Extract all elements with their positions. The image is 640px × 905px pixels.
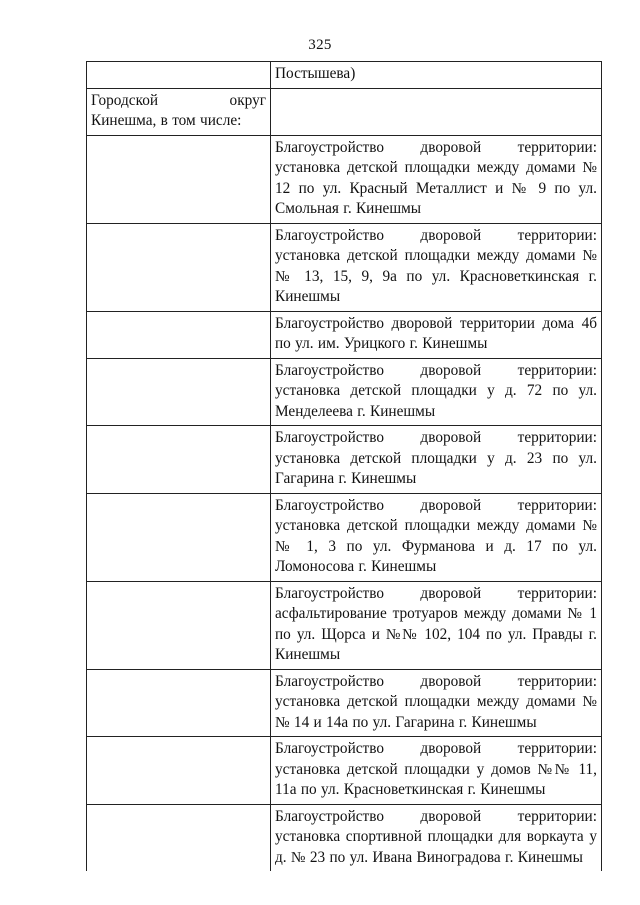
municipality-cell xyxy=(87,493,271,581)
municipality-cell xyxy=(87,804,271,871)
municipality-cell xyxy=(87,311,271,358)
table-row xyxy=(87,223,602,311)
project-cell: Благоустройство дворовой территории: установка детской площадки у д. 72 по ул. Менделеева г. Кинешмы xyxy=(271,358,602,426)
municipality-cell xyxy=(87,135,271,223)
municipality-cell xyxy=(87,62,271,89)
project-cell xyxy=(271,88,602,135)
municipality-cell xyxy=(87,223,271,311)
municipality-cell xyxy=(87,426,271,494)
project-cell: Благоустройство дворовой территории: установка детской площадки между домами №№ 1, 3 по ул. Фурманова и д. 17 по ул. Ломоносова г. Кинешмы xyxy=(271,493,602,581)
project-cell: Благоустройство дворовой территории: установка детской площадки у д. 23 по ул. Гагарина г. Кинешмы xyxy=(271,426,602,494)
project-cell: Благоустройство дворовой территории: установка детской площадки у домов №№ 11, 11а по ул. Красноветкинская г. Кинешмы xyxy=(271,737,602,805)
table-row xyxy=(87,581,602,669)
program-table xyxy=(86,61,602,871)
table-row xyxy=(87,426,602,494)
project-cell: Благоустройство дворовой территории: установка детской площадки между домами №№ 14 и 14а по ул. Гагарина г. Кинешмы xyxy=(271,669,602,737)
table-row xyxy=(87,358,602,426)
municipality-cell xyxy=(87,737,271,805)
table-row xyxy=(87,62,602,89)
table-row xyxy=(87,88,602,135)
table-row xyxy=(87,135,602,223)
municipality-cell xyxy=(87,581,271,669)
project-cell: Постышева) xyxy=(271,62,602,89)
page-number: 325 xyxy=(308,37,332,53)
municipality-cell xyxy=(87,669,271,737)
table-row xyxy=(87,669,602,737)
table-row xyxy=(87,804,602,871)
municipality-cell xyxy=(87,358,271,426)
project-cell: Благоустройство дворовой территории: установка детской площадки между домами № 12 по ул. Красный Металлист и № 9 по ул. Смольная г. Кинешмы xyxy=(271,135,602,223)
table-row xyxy=(87,737,602,805)
table-row xyxy=(87,311,602,358)
project-cell: Благоустройство дворовой территории: асфальтирование тротуаров между домами № 1 по ул. Щорса и №№ 102, 104 по ул. Правды г. Кинешмы xyxy=(271,581,602,669)
project-cell: Благоустройство дворовой территории: установка спортивной площадки для воркаута у д. № 23 по ул. Ивана Виноградова г. Кинешмы xyxy=(271,804,602,871)
municipality-cell: Городской округ Кинешма, в том числе: xyxy=(87,88,271,135)
table-row xyxy=(87,493,602,581)
project-cell: Благоустройство дворовой территории дома 4б по ул. им. Урицкого г. Кинешмы xyxy=(271,311,602,358)
project-cell: Благоустройство дворовой территории: установка детской площадки между домами №№ 13, 15, 9, 9а по ул. Красноветкинская г. Кинешмы xyxy=(271,223,602,311)
